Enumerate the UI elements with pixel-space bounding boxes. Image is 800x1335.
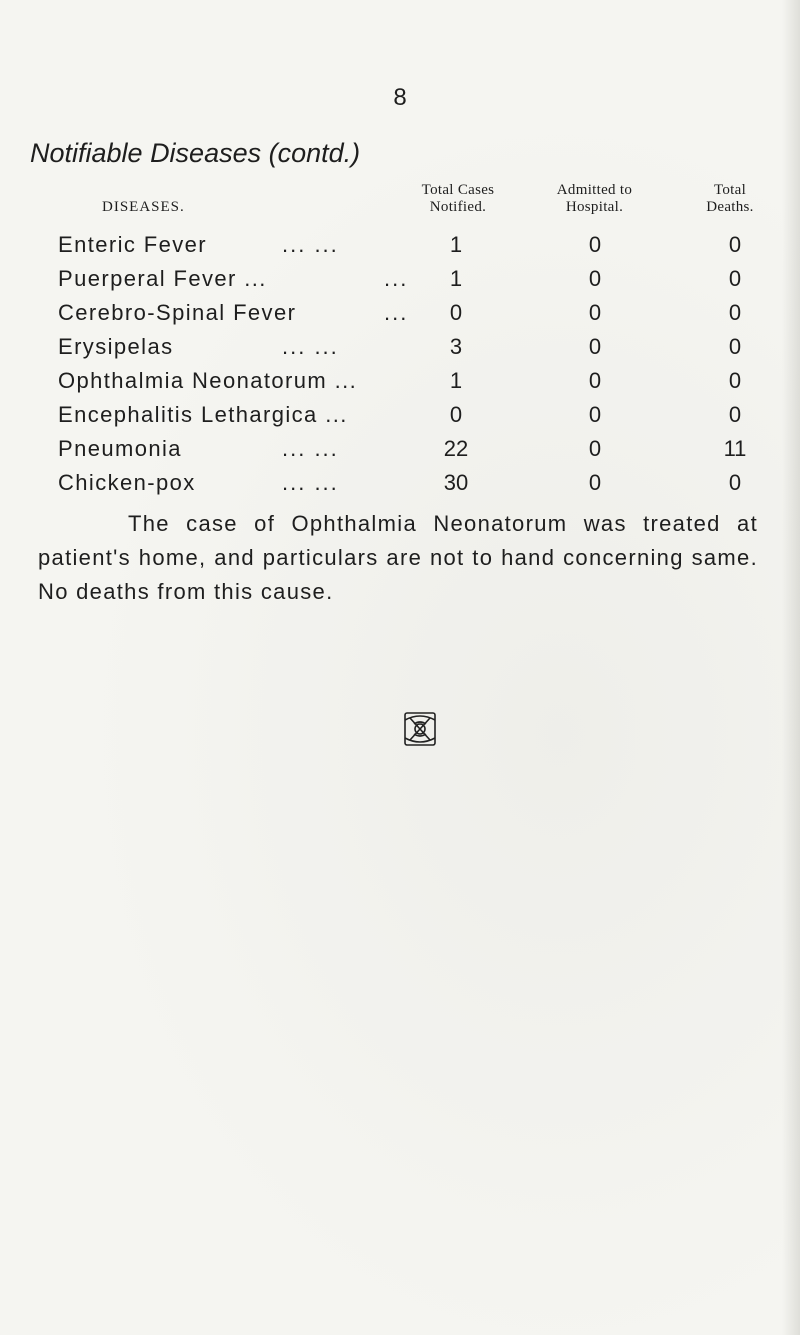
- page-edge-shadow: [782, 0, 800, 1335]
- hospital-value: 0: [588, 436, 602, 461]
- disease-name: Chicken-pox: [58, 470, 196, 495]
- hospital-value: 0: [588, 402, 602, 427]
- table-row: [0, 432, 800, 466]
- disease-name: Ophthalmia Neonatorum ...: [58, 368, 358, 393]
- table-row: [0, 466, 800, 500]
- hospital-value: 0: [588, 334, 602, 359]
- header-diseases: DISEASES.: [102, 199, 185, 215]
- table-row: [0, 296, 800, 330]
- section-title: Notifiable Diseases (contd.): [30, 138, 361, 168]
- header-admitted-hospital: Admitted to Hospital.: [556, 182, 633, 215]
- disease-name: Puerperal Fever ...: [58, 266, 267, 291]
- disease-table: [0, 228, 800, 500]
- deaths-value: 11: [723, 436, 747, 461]
- table-row: [0, 330, 800, 364]
- cases-value: 1: [449, 368, 463, 393]
- disease-name: Cerebro-Spinal Fever: [58, 300, 297, 325]
- cases-value: 22: [443, 436, 469, 461]
- cases-value: 3: [449, 334, 463, 359]
- header-total-cases: Total Cases Notified.: [421, 182, 495, 215]
- leader-dots: ... ...: [282, 232, 339, 257]
- leader-dots: ... ...: [282, 334, 339, 359]
- hospital-value: 0: [588, 470, 602, 495]
- disease-name: Erysipelas: [58, 334, 174, 359]
- leader-dots: ... ...: [282, 436, 339, 461]
- explanatory-paragraph: The case of Ophthalmia Neonatorum was treated at patient's home, and particulars are not to hand concerning same. No deaths from this cause.: [38, 511, 758, 604]
- printers-ornament-icon: [402, 710, 438, 748]
- cases-value: 1: [449, 232, 463, 257]
- deaths-value: 0: [728, 368, 742, 393]
- table-row: [0, 228, 800, 262]
- deaths-value: 0: [728, 334, 742, 359]
- deaths-value: 0: [728, 266, 742, 291]
- disease-name: Pneumonia: [58, 436, 182, 461]
- deaths-value: 0: [728, 232, 742, 257]
- table-row: [0, 262, 800, 296]
- page-number: 8: [393, 84, 407, 111]
- table-row: [0, 398, 800, 432]
- deaths-value: 0: [728, 470, 742, 495]
- disease-name: Enteric Fever: [58, 232, 208, 257]
- cases-value: 30: [443, 470, 469, 495]
- header-total-deaths: Total Deaths.: [706, 182, 754, 215]
- cases-value: 1: [449, 266, 463, 291]
- disease-name: Encephalitis Lethargica ...: [58, 402, 348, 427]
- table-row: [0, 364, 800, 398]
- leader-dots: ... ...: [282, 470, 339, 495]
- hospital-value: 0: [588, 232, 602, 257]
- cases-value: 0: [449, 402, 463, 427]
- leader-dots: ...: [384, 300, 409, 325]
- deaths-value: 0: [728, 402, 742, 427]
- hospital-value: 0: [588, 266, 602, 291]
- deaths-value: 0: [728, 300, 742, 325]
- cases-value: 0: [449, 300, 463, 325]
- hospital-value: 0: [588, 368, 602, 393]
- leader-dots: ...: [384, 266, 409, 291]
- hospital-value: 0: [588, 300, 602, 325]
